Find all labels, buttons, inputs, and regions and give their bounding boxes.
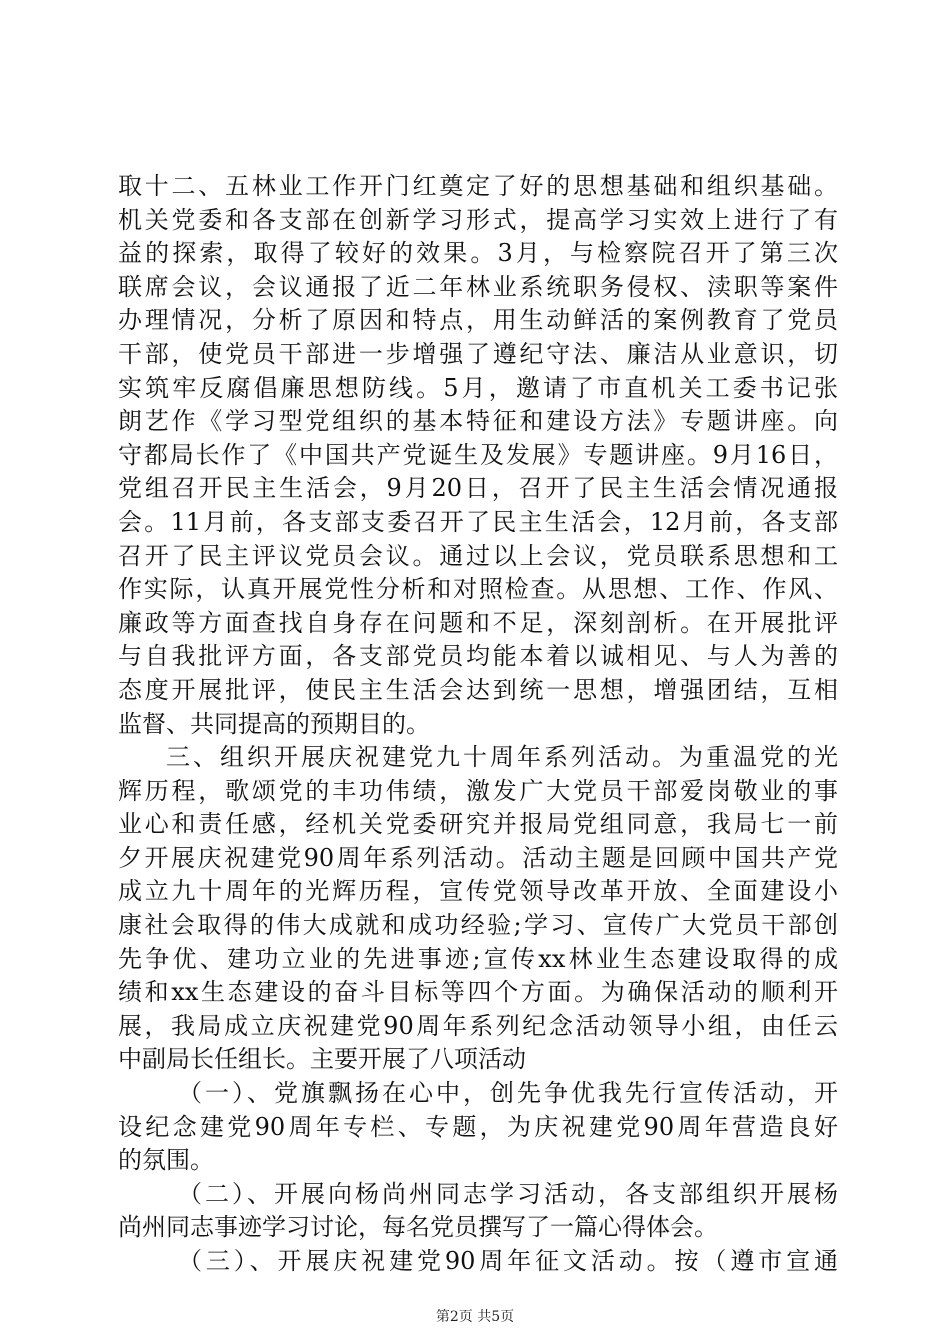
text-line: 召开了民主评议党员会议。通过以上会议，党员联系思想和工 (118, 541, 838, 570)
list-item-line: （一）、党旗飘扬在心中，创先争优我先行宣传活动，开 (178, 1079, 838, 1108)
text-line: 联席会议，会议通报了近二年林业系统职务侵权、渎职等案件 (118, 272, 838, 301)
text-line: 业心和责任感，经机关党委研究并报局党组同意，我局七一前 (118, 810, 838, 839)
text-line: 监督、共同提高的预期目的。 (118, 709, 430, 738)
text-line: 会。11月前，各支部支委召开了民主生活会，12月前，各支部 (118, 507, 838, 536)
text-line: 先争优、建功立业的先进事迹;宣传xx林业生态建设取得的成 (118, 944, 838, 973)
text-line: 守都局长作了《中国共产党诞生及发展》专题讲座。9月16日， (118, 440, 838, 469)
text-line: 展，我局成立庆祝建党90周年系列纪念活动领导小组，由任云 (118, 1011, 838, 1040)
text-line: 态度开展批评，使民主生活会达到统一思想，增强团结，互相 (118, 675, 838, 704)
text-line: 作实际，认真开展党性分析和对照检查。从思想、工作、作风、 (118, 575, 838, 604)
document-body (118, 170, 838, 1279)
text-line: 辉历程，歌颂党的丰功伟绩，激发广大党员干部爱岗敬业的事 (118, 776, 838, 805)
text-line: 设纪念建党90周年专栏、专题，为庆祝建党90周年营造良好 (118, 1112, 838, 1141)
text-line: 办理情况，分析了原因和特点，用生动鲜活的案例教育了党员 (118, 306, 838, 335)
text-line: 与自我批评方面，各支部党员均能本着以诚相见、与人为善的 (118, 642, 838, 671)
text-line: 朗艺作《学习型党组织的基本特征和建设方法》专题讲座。向 (118, 407, 838, 436)
text-line: 益的探索，取得了较好的效果。3月，与检察院召开了第三次 (118, 239, 838, 268)
text-line: 成立九十周年的光辉历程，宣传党领导改革开放、全面建设小 (118, 877, 838, 906)
text-line: 实筑牢反腐倡廉思想防线。5月，邀请了市直机关工委书记张 (118, 373, 838, 402)
text-line: 取十二、五林业工作开门红奠定了好的思想基础和组织基础。 (118, 172, 838, 200)
text-line: 廉政等方面查找自身存在问题和不足，深刻剖析。在开展批评 (118, 608, 838, 637)
text-line: 机关党委和各支部在创新学习形式，提高学习实效上进行了有 (118, 205, 838, 234)
text-line: 绩和xx生态建设的奋斗目标等四个方面。为确保活动的顺利开 (118, 978, 838, 1007)
text-line: 康社会取得的伟大成就和成功经验;学习、宣传广大党员干部创 (118, 911, 838, 940)
section-heading-line: 三、组织开展庆祝建党九十周年系列活动。为重温党的光 (166, 743, 838, 772)
text-line: 的氛围。 (118, 1146, 214, 1175)
text-line: 尚州同志事迹学习讨论，每名党员撰写了一篇心得体会。 (118, 1213, 718, 1242)
text-line: 中副局长任组长。主要开展了八项活动 (118, 1045, 526, 1074)
text-line: 干部，使党员干部进一步增强了遵纪守法、廉洁从业意识，切 (118, 339, 838, 368)
list-item-line: （二）、开展向杨尚州同志学习活动，各支部组织开展杨 (178, 1179, 838, 1208)
text-line: 党组召开民主生活会，9月20日，召开了民主生活会情况通报 (118, 474, 838, 503)
page-number-footer: 第2页 共5页 (435, 1309, 515, 1325)
list-item-line: （三）、开展庆祝建党90周年征文活动。按（遵市宣通 (178, 1247, 838, 1275)
text-line: 夕开展庆祝建党90周年系列活动。活动主题是回顾中国共产党 (118, 843, 838, 872)
